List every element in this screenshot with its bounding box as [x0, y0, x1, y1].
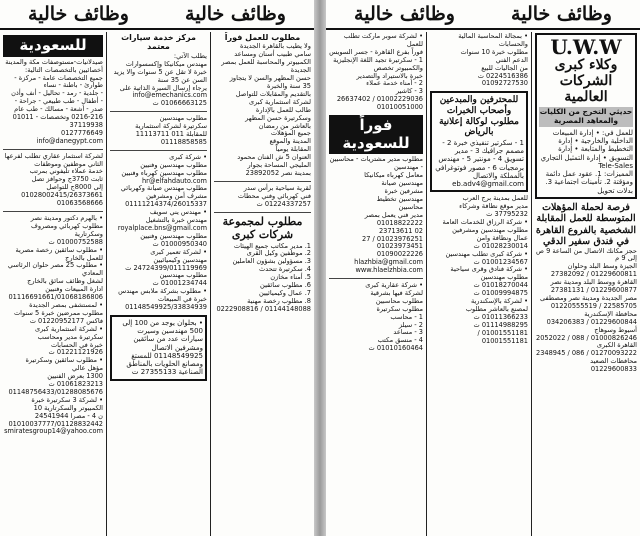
page-fold	[314, 0, 326, 536]
ad-headline: فرصة لحملة المؤهلات المتوسطة للعمل المقابلة الشخصية بالفروع القاهرة في فندق سفير الدقي	[535, 201, 637, 248]
ad-classifieds	[3, 215, 103, 436]
ad-body: 1 - سكرتير تنفيذي خبرة 2 - مصمم جرافيك 3 - مدير تسويق 4 - مونتير 5 - مهندس برمجيات 6 - مصور فوتوغرافي بالمملكة والاتصال eb.adv4@gmail.com	[435, 138, 524, 189]
ad-body: • لشركة سوبر ماركت تطلب للعمل فوراً بفرع القاهرة - جسر السويس 1 - سكرتيرة تجيد اللغة الإنجليزية والكمبيوتر تخصص خبرة بالاستيراد والتصدير 2 - أمناء خدمة عملاء 3 - كاشير 01002229036 / 26637402 01010051000	[329, 32, 423, 112]
ad-body: • بمجالة المحاسبة المالية والحسابات مطلوب خبرة 10 سنوات الدعم الفني من الجاليات للبيع 0224516386 ت 01092727530	[458, 32, 528, 88]
ad-body: حجز مكانك الاتصال من الساعة 9 ص إلى 9 م الجيزة وسط البلد وحلوان 01229600811 / 27382092 القاهرة ووسط البلد ومدينة نصر 01229600877 / 27381131 مصر الجديدة ومدينة نصر ومصطفى 22585705 / 01220555519 محافظة الإسكندرية 01229600844 / 034206383 أسيوط وسوهاج 01000826246 / 088 / 2052022 القاهرة الكبرى 01270093222 / 086 / 2348945 محافظات الصعيد 01229600833	[535, 246, 637, 374]
ad-body: للعمل في: • إدارة المبيعات الداخلية والخارجية • إدارة التخطيط والمتابعة • إدارة التسويق • إدارة التمثيل التجاري Tele-Sales	[540, 128, 633, 170]
column-l1	[0, 32, 106, 536]
column-r3	[532, 32, 640, 536]
ad-riyadh-agency	[430, 91, 528, 192]
ad-classifieds	[110, 154, 207, 312]
ad-title: مطلوب لمجموعة شركات كبرى	[222, 214, 303, 241]
ad-body: للعمل بمدينة برج العرب مدير موقع نظافة وشركاء 37795232 ت • شركة الرزاق للخدمات العامة مطلوب مهندسين ومشرفين عمال ونظافة وامن 01028230014 ت • شركة كبرى تطلب مهندسين 01001234567 ت • شركة فنادق وقرى سياحية مطلوب مهندسين 01018270044 ت 01009994875 ت • لشركة بالإسكندرية لمصنع بالعاشر مطلوب 01011366233 ت 01114988295 ت 01001551181 / 01001551181	[442, 194, 528, 345]
ad-body: يطلب الآتي: مهندس ميكانيكا وإكسسوارات خبرة لا تقل عن 5 سنوات والا يزيد السن عن 35 سنة يرجاء إرسال السيرة الذاتية على info@emechanics.com 01066663125 ت	[113, 51, 207, 108]
divider	[214, 181, 311, 182]
left-page	[0, 0, 314, 536]
ad-subtitle: حديثي التخرج من الكليات والمعاهد المصرية	[539, 107, 633, 126]
ad-safir-hotel	[535, 202, 637, 374]
ad-body: مطلوب مدير مشتريات - محاسبين - مهندسين معامل كهرباء ميكانيكا مهندسين صيانة مشرفين خبرة مهندسين تخطيط محاسبين مدير فني يعمل بمصر 01018822222 02 23713611 01023976251 / 27 01023973451 01090022226 hlazhbia@gmail.com www.hlaelzhbia.com	[329, 155, 423, 275]
ad-body: • بالهرم دكتور ومدينة نصر مطلوب كهربائي ومصروف وسكرتارية 01000752588 ت • مطلوب سائقين رخصة مصرية للعمل بالخارج • مطلوب 25 مصر حلوان الرئاسي المعادي لشغل وظائف سائق بالخارج ادارة المبيعات وفنيين 01116691661/01068186806 • لمستشفى بمصر الجديدة مطلوب ممرضين خبرة 5 سنوات فاكس 01220952177 ت • لشركة استثمارية كبرى سكرتيرة مدير ومحاسب خبرة في الحسابات 01221121926 ت • مطلوب سائقين وسكرتيرة مؤهل عالي 1300 بعرض الفنيين 01061823213 ت 01148756433/01288085676 • لشركة 3 سكرتيرة خبرة الكمبيوتر والسكرتارية 10 ن 4 - مصرا 24541944 01010037777/01128832442 smiratesgroup14@yahoo.com	[4, 214, 103, 436]
ad-uww	[535, 33, 637, 199]
masthead-title: وظائف خالية	[185, 2, 286, 25]
divider	[329, 278, 423, 279]
column-r2	[427, 32, 531, 536]
ad-saudi	[3, 35, 103, 146]
right-masthead-b	[483, 0, 640, 30]
masthead-title: وظائف خالية	[354, 2, 455, 25]
ad-title: مركز خدمة سيارات معتمد	[121, 33, 196, 52]
ad-helwan	[110, 315, 207, 381]
masthead-title: وظائف خالية	[511, 2, 612, 25]
right-page	[326, 0, 640, 536]
ad-body: مطلوب مهندسين سكرتيرة لشركة استثمارية للمقابلة 011 11113711 01118858585	[135, 114, 207, 146]
ad-title: فوراً للسعودية	[329, 115, 423, 154]
ad-accounting	[430, 33, 528, 88]
ad-group-companies	[214, 216, 311, 314]
column-r1	[326, 32, 426, 536]
ad-title: للمحترفين والمبدعين وأصحاب الخبرات مطلوب لوكالة إعلانية بالرياض	[439, 95, 519, 138]
left-masthead-a	[0, 0, 157, 30]
divider	[110, 150, 207, 151]
ad-car-service	[110, 33, 207, 108]
ad-urgent	[214, 33, 311, 178]
ad-real-estate	[3, 153, 103, 208]
right-masthead-a	[326, 0, 483, 30]
ad-body: 1. مدير مكاتب جميع الهيئات 2. موظفين وكيل القرى 3. مسؤولين بشؤون العاملين 4. سكرتيرة تتحدث 5. أمناء مخازن 6. مطلوب سائقين 7. عمال وكيميائيين 8. مطلوب رخصة مهنية 01144148088 / 0222908816	[216, 241, 311, 313]
ad-body: • بحلوان يوجد من 100 إلى 500 مهندسين وسيرت سيارات عدد من سائقين ومشرفين الاتصال 01148549925 للمستغ ومصانع الحلويات بالمناطق الصناعية 27355133 ت	[122, 318, 203, 377]
ad-body: لقرية سياحية برأس سدر فني كهربائي وفني محطات 01224337257 ت	[237, 183, 311, 208]
ad-supermarket	[329, 33, 423, 112]
ad-ras-sudr	[214, 185, 311, 209]
ad-body: • شركة عقارية كبرى لشركة فيها بشرقية مطلوب محاسبين مطلوب سكرتيرة 1 - محاسب 2 - سيلز 3 - مساعد 4 - منسق مكتب 01010160464 ت	[365, 281, 423, 353]
ad-title: مطلوب للعمل فوراً	[224, 33, 301, 42]
brand-logo: U.W.W	[550, 35, 622, 59]
ad-body: • شركة كبرى مطلوب مهندسين وفنيين مطلوب مهندسين كهرباء وفنيين hr@elfahdauto.com مطلوب مهندس صيانة وكهربائي مشرف أمن ومشرفين 01111214374/26015337 • مهندس يني سويف مهندس خبرة بالتشغيل royalplace.bns@gmail.com مطلوب مهندسين وفنيين 01000950340 ت • لشركة تعمير كبرى مهندسين وكيميائيين 24724399/011119969 ت مطلوب مهندسين 01001234744 ت • مطلوب بشركة ملابس مهندس خبرة في المبيعات 01148549925/33834939	[117, 152, 207, 312]
ad-body: لشركة استثمار عقاري تطلب لفرعها الثاني موظفين وموظفات خدمة عملاء تليفوني بمرتب ثابت 3750ج وحوافز تصل إلى 8000ج للتواصل 01028002415/26373661 01063568666	[4, 151, 103, 208]
column-l2	[107, 32, 210, 536]
ad-engineers	[110, 115, 207, 147]
masthead-title: وظائف خالية	[28, 2, 129, 25]
ad-saudi-now	[329, 115, 423, 275]
ad-real-estate	[329, 282, 423, 353]
column-l3	[211, 32, 314, 536]
ad-title: للسعودية	[3, 35, 103, 57]
ad-classifieds	[430, 195, 528, 345]
divider	[110, 111, 207, 112]
divider	[3, 149, 103, 150]
left-masthead-b	[157, 0, 314, 30]
divider	[3, 211, 103, 212]
ad-benefits: المميزات: 1. عقود عمل دائمة ومؤقتة 2. تأمينات اجتماعية 3. بدلات تحويل	[545, 170, 633, 195]
ad-body: ولا يطيب بالقاهرة الجديدة سامي طبيب أسنان ومساعد الكمبيوتر والمحاسبة للعمل بمصر الجديدة حسن المظهر والسن لا يتجاوز 35 سنة والخبرة بالتقديم والمقابلات للتواصل لشركة استثمارية كبرى طالب للعمل بالإدارة وسكرتيرة حسن المظهر بالعاشر من رمضان جميع المؤهلات المدينة والموقع المقابلة يومياً العنوان 5 ش الفنان محمود المليجي المساحة بجوار بمدينة نصر 23892052	[221, 42, 311, 177]
divider	[214, 212, 311, 213]
ad-body: صيدلانيات-مستوصفات مكة والمدينة أخصائيين بالتخصصات التالية: جميع التخصصات عامة - مركزة - طوارئ - باطنة - نساء - جلدية - رمد - تحاليل - أنف وأذن - أطفال - طب طبيعي - جراحة - صدر - أشعة - مسالك - طب عام 0216-216 وتخصصات - 01011 37119938 0127776649 info@danegypt.com	[5, 57, 103, 145]
ad-headline: وكلاء كبرى الشركات العالمية	[554, 57, 618, 106]
